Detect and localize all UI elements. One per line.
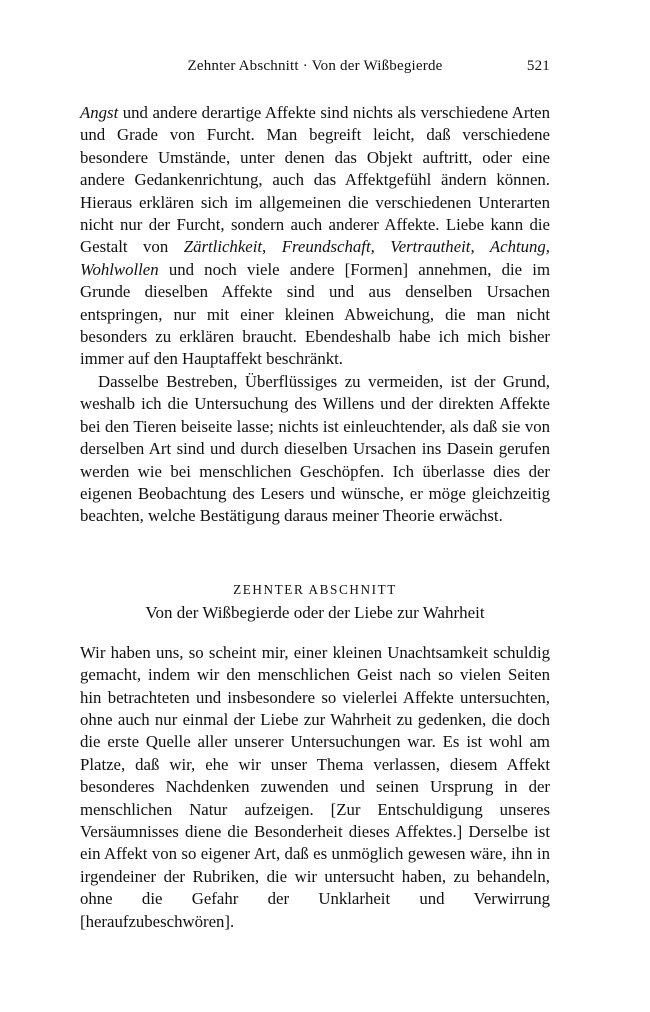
running-head-title: Zehnter Abschnitt · Von der Wißbegierde bbox=[187, 58, 443, 74]
paragraph-1-italic-start: Angst bbox=[80, 103, 119, 122]
body-text bbox=[80, 102, 550, 933]
paragraph-1-text-b: und noch viele andere [Formen] annehmen, die im Grunde dieselben Affekte sind und aus denselben Ursachen entspringen, nur mit einer kleinen Abweichung, die man nicht besonders zu erklären braucht. Ebendeshalb habe ich mich bisher immer auf den Hauptaffekt beschränkt. bbox=[80, 259, 550, 369]
paragraph-3: Wir haben uns, so scheint mir, einer kleinen Unachtsamkeit schuldig gemacht, indem wir den menschlichen Geist nach so vielen Seiten hin betrachteten und insbesondere so vielerlei Affekte untersuchten, ohne auch nur einmal der Liebe zur Wahrheit zu gedenken, die doch die erste Quelle aller unserer Untersuchungen war. Es ist wohl am Platze, daß wir, ehe wir unser Thema verlassen, diesem Affekt besonderes Nachdenken zuwenden und seinen Ursprung in der menschlichen Natur aufzeigen. [Zur Entschuldigung unseres Versäumnisses diene die Besonderheit dieses Affektes.] Derselbe ist ein Affekt von so eigener Art, daß es unmöglich gewesen wäre, ihn in irgendeiner der Rubriken, die wir untersucht haben, zu behandeln, ohne die Gefahr der Unklarheit und Verwirrung [heraufzubeschwören]. bbox=[80, 642, 550, 931]
section-label: ZEHNTER ABSCHNITT bbox=[233, 581, 397, 597]
book-page bbox=[80, 58, 550, 933]
paragraph-1-italic-list: Zärtlichkeit, Freundschaft, Vertrautheit, Achtung, Wohlwollen bbox=[80, 237, 550, 279]
paragraph-2: Dasselbe Bestreben, Überflüssiges zu vermeiden, ist der Grund, weshalb ich die Untersuchung des Willens und der direkten Affekte bei den Tieren beiseite lasse; nichts ist einleuchtender, als daß sie von derselben Art sind und durch dieselben Ursachen ins Dasein gerufen werden wie bei menschlichen Geschöpfen. Ich überlasse dies der eigenen Beobachtung des Lesers und wünsche, er möge gleichzeitig beachten, welche Bestätigung daraus meiner Theorie erwächst. bbox=[80, 371, 550, 526]
paragraph-1-text-a: und andere derartige Affekte sind nichts als verschiedene Arten und Grade von Furcht. Man begreift leicht, daß verschiedene besondere Umstände, unter denen das Objekt auftritt, oder eine andere Gedankenrichtung, auch das Affektgefühl ändern können. Hieraus erklären sich im allgemeinen die verschiedenen Unterarten nicht nur der Furcht, sondern auch anderer Affekte. Liebe kann die Gestalt von bbox=[80, 103, 550, 257]
running-head bbox=[80, 58, 550, 82]
section-heading bbox=[80, 580, 550, 624]
section-title: Von der Wißbegierde oder der Liebe zur Wahrheit bbox=[145, 602, 485, 622]
page-number: 521 bbox=[526, 58, 550, 74]
paragraph-1 bbox=[80, 102, 550, 371]
